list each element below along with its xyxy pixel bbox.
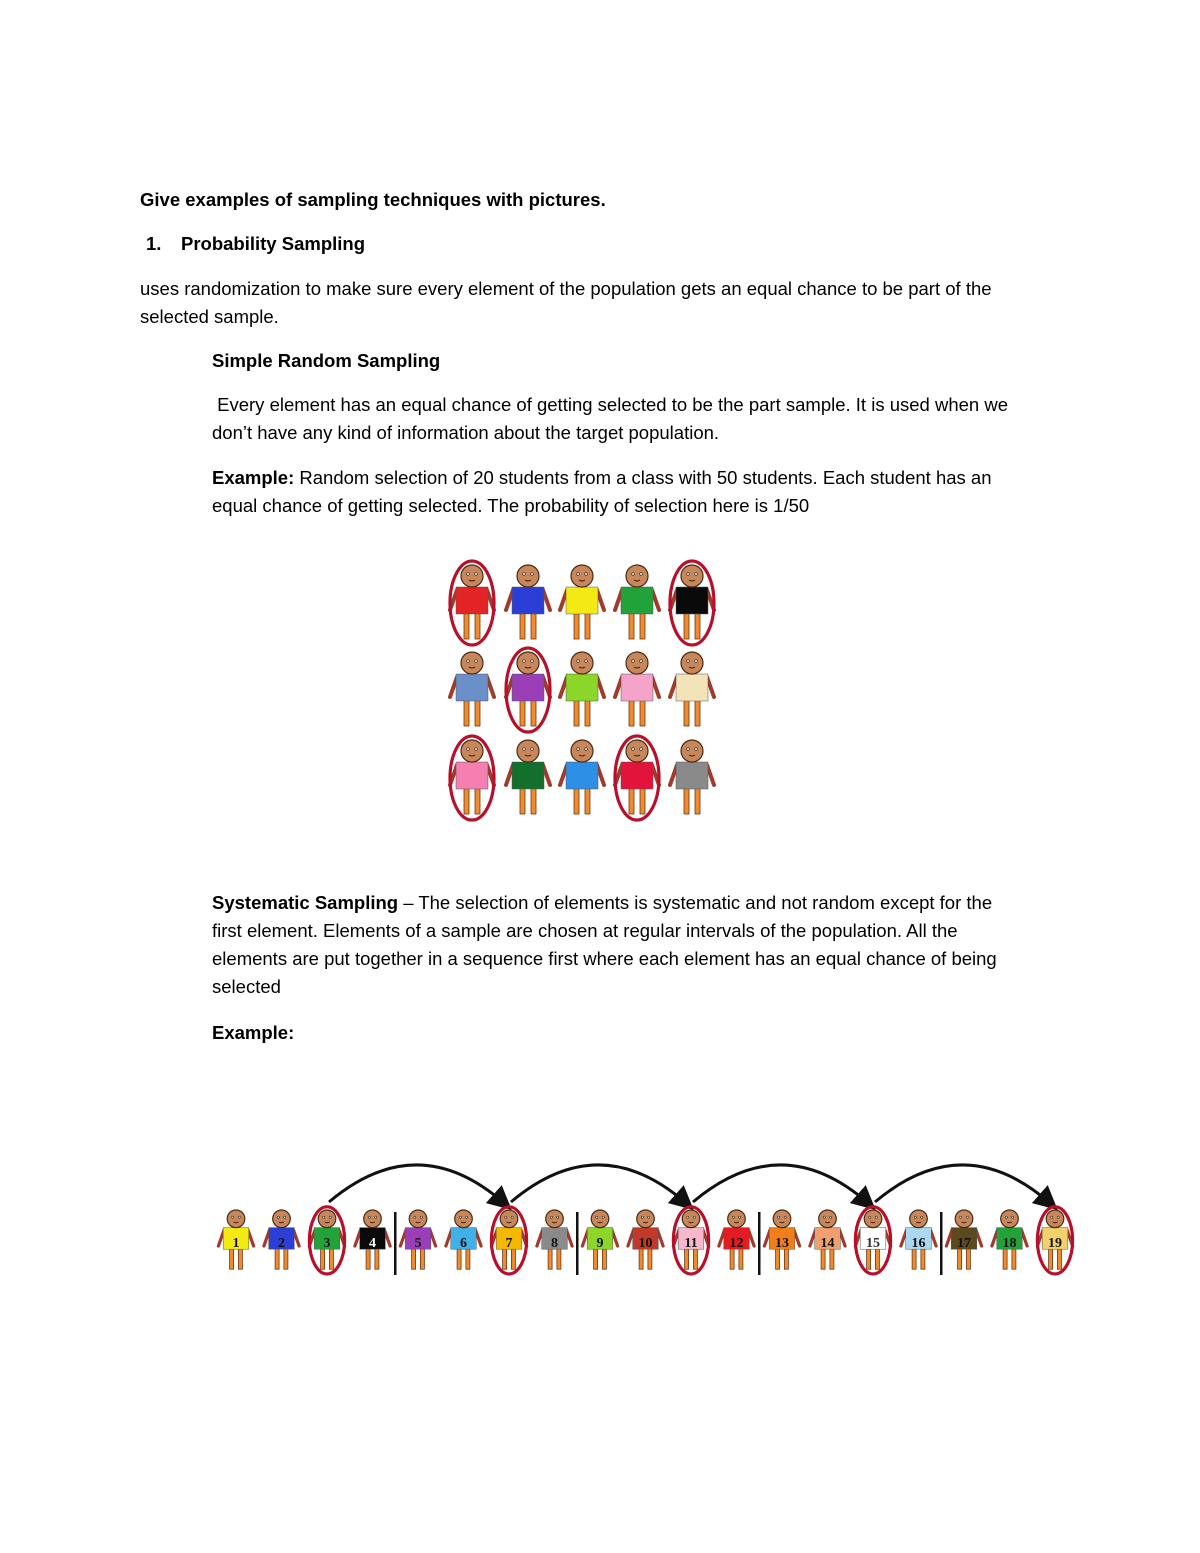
numbered-person bbox=[946, 1210, 981, 1269]
person-number: 14 bbox=[820, 1236, 835, 1251]
subheading-systematic: Systematic Sampling bbox=[212, 892, 399, 913]
person-number: 4 bbox=[369, 1236, 376, 1251]
numbered-person bbox=[309, 1207, 344, 1274]
person-number: 18 bbox=[1002, 1236, 1017, 1251]
numbered-person bbox=[719, 1210, 754, 1269]
section-number: 1. bbox=[146, 233, 162, 254]
numbered-person bbox=[400, 1210, 435, 1269]
numbered-person bbox=[537, 1210, 572, 1269]
student-figure bbox=[670, 561, 714, 645]
student-figure bbox=[450, 736, 494, 820]
person-number: 5 bbox=[414, 1236, 422, 1251]
simple-random-sampling-figure bbox=[440, 555, 725, 845]
student-figure bbox=[615, 565, 659, 639]
person-number: 1 bbox=[232, 1236, 240, 1251]
section-title: Probability Sampling bbox=[181, 233, 365, 254]
numbered-person bbox=[810, 1210, 845, 1269]
simple-random-example-line bbox=[212, 464, 992, 492]
interval-arrow bbox=[329, 1165, 505, 1204]
student-figure bbox=[506, 648, 550, 732]
student-figure bbox=[560, 740, 604, 814]
systematic-desc-line: first element. Elements of a sample are chosen at regular intervals of the population. All the bbox=[212, 920, 958, 941]
example-label: Example: bbox=[212, 467, 295, 488]
example-text: Random selection of 20 students from a class with 50 students. Each student has an bbox=[294, 467, 992, 488]
numbered-person bbox=[628, 1210, 663, 1269]
person-number: 19 bbox=[1048, 1236, 1062, 1251]
numbered-person bbox=[582, 1210, 617, 1269]
numbered-person bbox=[1037, 1207, 1072, 1274]
systematic-desc-line: elements are put together in a sequence first where each element has an equal chance of being bbox=[212, 948, 997, 969]
numbered-person bbox=[992, 1210, 1027, 1269]
person-number: 15 bbox=[866, 1236, 880, 1251]
student-figure bbox=[615, 652, 659, 726]
person-number: 16 bbox=[911, 1236, 926, 1251]
student-figure bbox=[560, 652, 604, 726]
person-number: 17 bbox=[957, 1236, 971, 1251]
numbered-person bbox=[901, 1210, 936, 1269]
student-figure bbox=[506, 565, 550, 639]
numbered-person bbox=[218, 1210, 253, 1269]
person-number: 13 bbox=[775, 1236, 789, 1251]
student-figure bbox=[670, 740, 714, 814]
numbered-person bbox=[673, 1207, 708, 1274]
student-figure bbox=[450, 652, 494, 726]
numbered-person bbox=[764, 1210, 799, 1269]
numbered-person bbox=[491, 1207, 526, 1274]
person-number: 12 bbox=[729, 1236, 744, 1251]
numbered-person bbox=[446, 1210, 481, 1269]
systematic-desc-text: – The selection of elements is systematic and not random except for the bbox=[398, 892, 993, 913]
simple-random-desc-line: don’t have any kind of information about the target population. bbox=[212, 422, 720, 443]
simple-random-desc-line: Every element has an equal chance of getting selected to be the part sample. It is used when we bbox=[212, 394, 1008, 415]
simple-random-example-line: equal chance of getting selected. The probability of selection here is 1/50 bbox=[212, 495, 810, 516]
person-number: 2 bbox=[278, 1236, 285, 1251]
student-figure bbox=[560, 565, 604, 639]
numbered-person bbox=[264, 1210, 299, 1269]
person-number: 11 bbox=[684, 1236, 698, 1251]
person-number: 9 bbox=[596, 1236, 604, 1251]
numbered-person bbox=[855, 1207, 890, 1274]
person-number: 8 bbox=[551, 1236, 558, 1251]
intro-text-line: selected sample. bbox=[140, 306, 279, 327]
person-number: 3 bbox=[323, 1236, 331, 1251]
student-figure bbox=[615, 736, 659, 820]
interval-arrow bbox=[511, 1165, 687, 1204]
systematic-example-label: Example: bbox=[212, 1022, 295, 1043]
systematic-desc-line bbox=[212, 889, 992, 917]
intro-text-line: uses randomization to make sure every element of the population gets an equal chance to be part of the bbox=[140, 278, 992, 299]
person-number: 10 bbox=[638, 1236, 653, 1251]
systematic-sampling-figure bbox=[212, 1155, 1078, 1305]
section-heading-probability bbox=[146, 230, 365, 258]
interval-arrow bbox=[875, 1165, 1051, 1204]
interval-arrow bbox=[693, 1165, 869, 1204]
student-figure bbox=[670, 652, 714, 726]
systematic-desc-line: selected bbox=[212, 976, 281, 997]
page-title: Give examples of sampling techniques with pictures. bbox=[140, 189, 606, 210]
numbered-person bbox=[355, 1210, 390, 1269]
person-number: 7 bbox=[505, 1236, 513, 1251]
student-figure bbox=[506, 740, 550, 814]
student-figure bbox=[450, 561, 494, 645]
person-number: 6 bbox=[460, 1236, 467, 1251]
subheading-simple-random: Simple Random Sampling bbox=[212, 350, 441, 371]
